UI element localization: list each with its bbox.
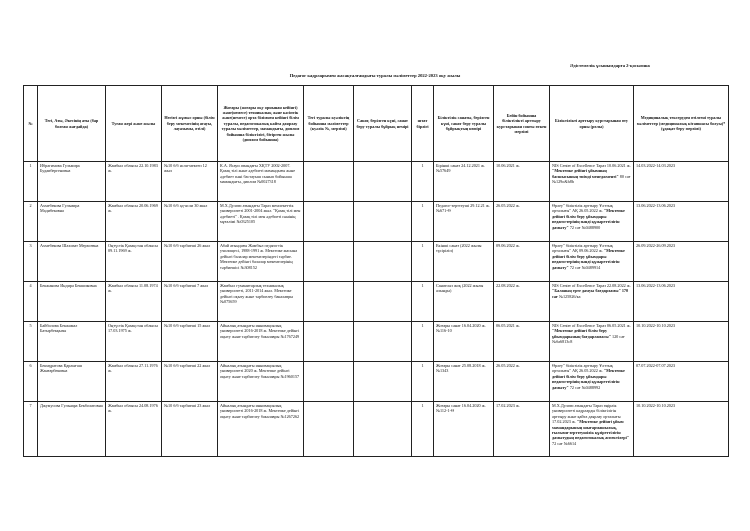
course-place <box>550 322 634 362</box>
course-place-ref: №125826/ка <box>557 293 581 299</box>
birth-info: Жамбыл облысы 22.10.1983 ж. <box>106 162 162 202</box>
category <box>354 402 412 457</box>
staff-unit: 1 <box>412 282 434 322</box>
medical-check: 26.09.2022-26.09.2023 <box>634 242 729 282</box>
row-number: 3 <box>24 242 38 282</box>
education: Айналық атындағы инновациялық университеті 2020 ж. Мектепке дейінгі оқыту және тәрбиелеу бакалавры №1960157 <box>218 362 304 402</box>
education: К.А. Ясауи атындағы ХҚТУ 2002-2007. Қазақ тілі және әдебиеті мамандығы және әдебиет пәні бастауыш сынып бойынша мамандығы, диплом №0027318 <box>218 162 304 202</box>
row-number: 6 <box>24 362 38 402</box>
staff-unit: 1 <box>412 402 434 457</box>
course-date: 22.08.2022 ж. <box>494 282 550 322</box>
course-date: 09.06.2022 ж. <box>494 242 550 282</box>
table-row <box>24 322 729 362</box>
birth-info: Оңтүстік Қазақстан облысы 09.11.1969 ж. <box>106 242 162 282</box>
staff-unit: 1 <box>412 362 434 402</box>
work-place: №10 б/б тәрбиеші 7 жыл <box>162 282 218 322</box>
course-place-text: Өрлеу" біліктілік арттыру Ұлттық орталығы" АҚ 26.05.2022 ж. <box>552 363 613 374</box>
table-row <box>24 202 729 242</box>
qualification: Жоғары санат 25.08.2018 ж. №1343 <box>434 362 494 402</box>
certificate <box>304 282 354 322</box>
course-title: "Мектепке дейінгі білім беру ұйымдары педагогтерінің пәнді құзыреттілігін дамыту" <box>552 368 625 390</box>
staff-unit: 1 <box>412 162 434 202</box>
certificate <box>304 402 354 457</box>
birth-info: Оңтүстік Қазақстан облысы 17.03.1975 ж. <box>106 322 162 362</box>
course-place-text: NIS Center of Excellence Тараз 10.06.2021 ж. <box>552 163 631 168</box>
header-cell: штат бірлігі <box>412 86 434 162</box>
course-place-text: NIS Center of Excellence Тараз 06.05.2021 ж. <box>552 323 631 328</box>
staff-unit: 1 <box>412 202 434 242</box>
header-cell: Бейін бойынша біліктілікті арттыру курстарынан сонғы өткен мерзімі <box>494 86 550 162</box>
course-title: "Баланың ерте дамуы бағдарламы" 170 сағ <box>552 288 629 299</box>
course-date: 26.05.2022 ж. <box>494 202 550 242</box>
course-place <box>550 162 634 202</box>
row-number: 7 <box>24 402 38 457</box>
medical-check: 10.10.2022-10.10.2023 <box>634 402 729 457</box>
certificate <box>304 242 354 282</box>
course-place <box>550 282 634 322</box>
appendix-note: Әдістемелік ұсынымдарға 2-қосымша <box>570 63 650 68</box>
course-place-text: Өрлеу" біліктілік арттыру Ұлттық орталығы" АҚ 09.06.2022 ж. <box>552 243 613 254</box>
full-name: Бекжанова Индира Бекшиковна <box>38 282 106 322</box>
header-row <box>24 86 729 162</box>
course-date: 06.05.2021 ж. <box>494 322 550 362</box>
medical-check: 13.06.2022-13.06.2023 <box>634 202 729 242</box>
full-name: Ахмебекова Шахизат Мерзоевна <box>38 242 106 282</box>
course-title: "Мектепке дейінгі білім беру ұйымдары педагогтерінің пәнді құзыреттілігін дамыту" <box>552 248 625 270</box>
header-cell: Тегі туралы куәліктің бойынша мәліметтер (куәлік №, мерзімі) <box>304 86 354 162</box>
qualification: Санатсыз жоқ (2022 жылы алынды) <box>434 282 494 322</box>
course-title: "Мектепке дейінгі ұйымның басшысының тиімді менеджменті" <box>552 168 619 179</box>
full-name: Бекмұратова Қарлығаш Жанғарбековна <box>38 362 106 402</box>
table-row <box>24 282 729 322</box>
qualification: Екінші санат (2022 жылы тұсіріліп) <box>434 242 494 282</box>
header-cell: № <box>24 86 38 162</box>
course-place-ref: 72 сағ №0488900 <box>568 224 601 230</box>
row-number: 2 <box>24 202 38 242</box>
work-place: №10 б/б тәрбиеші 15 жыл <box>162 322 218 362</box>
education: Айналық атындағы инновациялық университеті 2016-2018 ж. Мектепке дейінгі оқыту және тәрбиелеу бакалавры №1767249 <box>218 322 304 362</box>
course-place <box>550 242 634 282</box>
work-place: №10 б/б ясли-мектеп 12 жыл <box>162 162 218 202</box>
birth-info: Жамбыл облысы 27.11.1976 ж. <box>106 362 162 402</box>
full-name: Байболова Бекжамал Батырбекқызы <box>38 322 106 362</box>
row-number: 1 <box>24 162 38 202</box>
course-title: "Мектепке дейінгі білім беру ұйымдарының бағдарламасы" <box>552 328 611 339</box>
category <box>354 282 412 322</box>
qualification: Жоғары санат 16.04.2020 ж. №116-10 <box>434 322 494 362</box>
medical-check: 10.10.2022-10.10.2023 <box>634 322 729 362</box>
course-place <box>550 362 634 402</box>
course-place-text: Өрлеу" біліктілік арттыру Ұлттық орталығы" АҚ 26.05.2022 ж. <box>552 203 613 214</box>
birth-info: Жамбыл облысы 24.08.1976 ж. <box>106 402 162 457</box>
header-cell: Біліктілікті арттыру курстарынан өту орны (рөлы) <box>550 86 634 162</box>
full-name: Ибрагимова Гульмира Будаибергеновна <box>38 162 106 202</box>
table-header <box>24 86 729 162</box>
header-cell: Медициналық тексеруден өтілгені туралы мәліметтер (медициналық кітапшасы болуы)* (ұдақат беру мерзімі) <box>634 86 729 162</box>
staff-unit: 1 <box>412 242 434 282</box>
course-date: 17.02.2023 ж. <box>494 402 550 457</box>
table-row <box>24 162 729 202</box>
category <box>354 162 412 202</box>
header-cell: Санат, берілген күні, санат беру туралы бұйрық немірі <box>354 86 412 162</box>
qualification: Педагог-зерттеуші 29.12.21 ж. №671-Ө <box>434 202 494 242</box>
row-number: 4 <box>24 282 38 322</box>
certificate <box>304 162 354 202</box>
category <box>354 202 412 242</box>
medical-check: 13.06.2022-13.06.2023 <box>634 282 729 322</box>
staff-table <box>23 85 729 457</box>
medical-check: 07.07.2022-07.07.2023 <box>634 362 729 402</box>
education: М.Х.Дулати атындағы Тараз мемлекеттік университеті 2001-2004 жыл. "Қазақ тілі мен әдебиеті" . Қазақ тілі мен әдебиеті пәнінің мұғалімі №0325105 <box>218 202 304 242</box>
birth-info: Жамбыл облысы 11.08.1974 ж. <box>106 282 162 322</box>
qualification: Жоғары санат 16.04.2020 ж. №112-1-Ө <box>434 402 494 457</box>
header-cell: Біліктілік санаты, берілген күні, санат беру туралы бұйрықтың нөмірі <box>434 86 494 162</box>
work-place: №10 б/б ад-ясли 30 жыл <box>162 202 218 242</box>
course-place-ref: 72 сағ №6614 <box>552 440 577 446</box>
education: Жамбыл гуманитарлық техникалық университеті, 2011-2014 жыл. Мектепке дейінгі оқыту және тәрбиелеу бакалавры №075659 <box>218 282 304 322</box>
category <box>354 242 412 282</box>
table-row <box>24 362 729 402</box>
staff-unit: 1 <box>412 322 434 362</box>
medical-check: 14.03.2022-14.03.2023 <box>634 162 729 202</box>
work-place: №10 б/б тәрбиеші 26 жыл <box>162 242 218 282</box>
certificate <box>304 322 354 362</box>
education: Айналық атындағы инновациялық университеті 2016-2018 ж. Мектепке дейінгі оқыту және тәрбиелеу бакалавры №1267262 <box>218 402 304 457</box>
course-place-ref: 72 сағ №0488992 <box>568 384 601 390</box>
course-place-text: М.Х.Дулати атындағы Тараз өңірлік университеті кадрларды біліктілігін арттыру және қайта даярлау орталығы 17.02.2023 ж. <box>552 403 621 425</box>
course-title: "Мектепке дейінгі білім беру ұйымдары педагогтерінің пәнді құзыреттілігін дамыту" <box>552 208 625 230</box>
certificate <box>304 362 354 402</box>
work-place: №10 б/б тәрбиеші 22 жыл <box>162 362 218 402</box>
birth-info: Жамбыл облысы 20.06.1969 ж. <box>106 202 162 242</box>
course-title: "Мектепке дейінгі ұйым мамандарының шығармашылық, ғылыми-зерттеушілік құзіреттілігін дамытудың педагогикалық аспектілері" <box>552 419 630 441</box>
course-place-text: NIS Center of Excellence Тараз 22.08.2022 ж. <box>552 283 631 288</box>
header-cell: Туған жері және жылы <box>106 86 162 162</box>
row-number: 5 <box>24 322 38 362</box>
course-place <box>550 202 634 242</box>
header-cell: Тегі, Аты, Әкесінің аты (бар болған жағдайда) <box>38 86 106 162</box>
table-body <box>24 162 729 457</box>
certificate <box>304 202 354 242</box>
work-place: №10 б/б тәрбиеші 23 жыл <box>162 402 218 457</box>
course-place-ref: 80 сағ №129о&h8b <box>552 173 631 185</box>
table-row <box>24 402 729 457</box>
full-name: Ахмебекова Гульмира Мадибековна <box>38 202 106 242</box>
course-date: 10.06.2021 ж. <box>494 162 550 202</box>
course-place <box>550 402 634 457</box>
education: Абай атындағы Жамбыл педагогтік училищесі, 1988-1991 ж. Мектепке жасына дейінгі балалар мекемелеріндегі тәрбие. Мектепке дейінгі балалар мекемелерінің тәрбиешісі №308152 <box>218 242 304 282</box>
category <box>354 322 412 362</box>
header-cell: Жоғары (жоғары оқу орнынан кейінгі) және(немесе) техникалық және кәсіптік және(немесе) орта білімнен кейінгі білім туралы, педагогикалық кайта даярлау туралы мәліметтер, мамандығы, диплом бойынша біліктілігі, бітірген жылы (диплом бойынша) <box>218 86 304 162</box>
table-row <box>24 242 729 282</box>
header-cell: Негізгі жұмыс орны (білім беру мекемесінің атауы, лауазымы, өтілі) <box>162 86 218 162</box>
category <box>354 362 412 402</box>
course-place-ref: 72 сағ №0489914 <box>568 264 601 270</box>
document-title: Педагог кадрларымен жасақталғандығы туралы мәліметтер 2022-2023 оқу жылы <box>289 73 461 78</box>
qualification: Бірінші санат 24.12.2021 ж. №57649 <box>434 162 494 202</box>
full-name: Джумусова Гульнара Бекболатовна <box>38 402 106 457</box>
course-place-ref: 120 сағ №ба6813с8 <box>552 333 625 345</box>
course-date: 26.05.2022 ж. <box>494 362 550 402</box>
